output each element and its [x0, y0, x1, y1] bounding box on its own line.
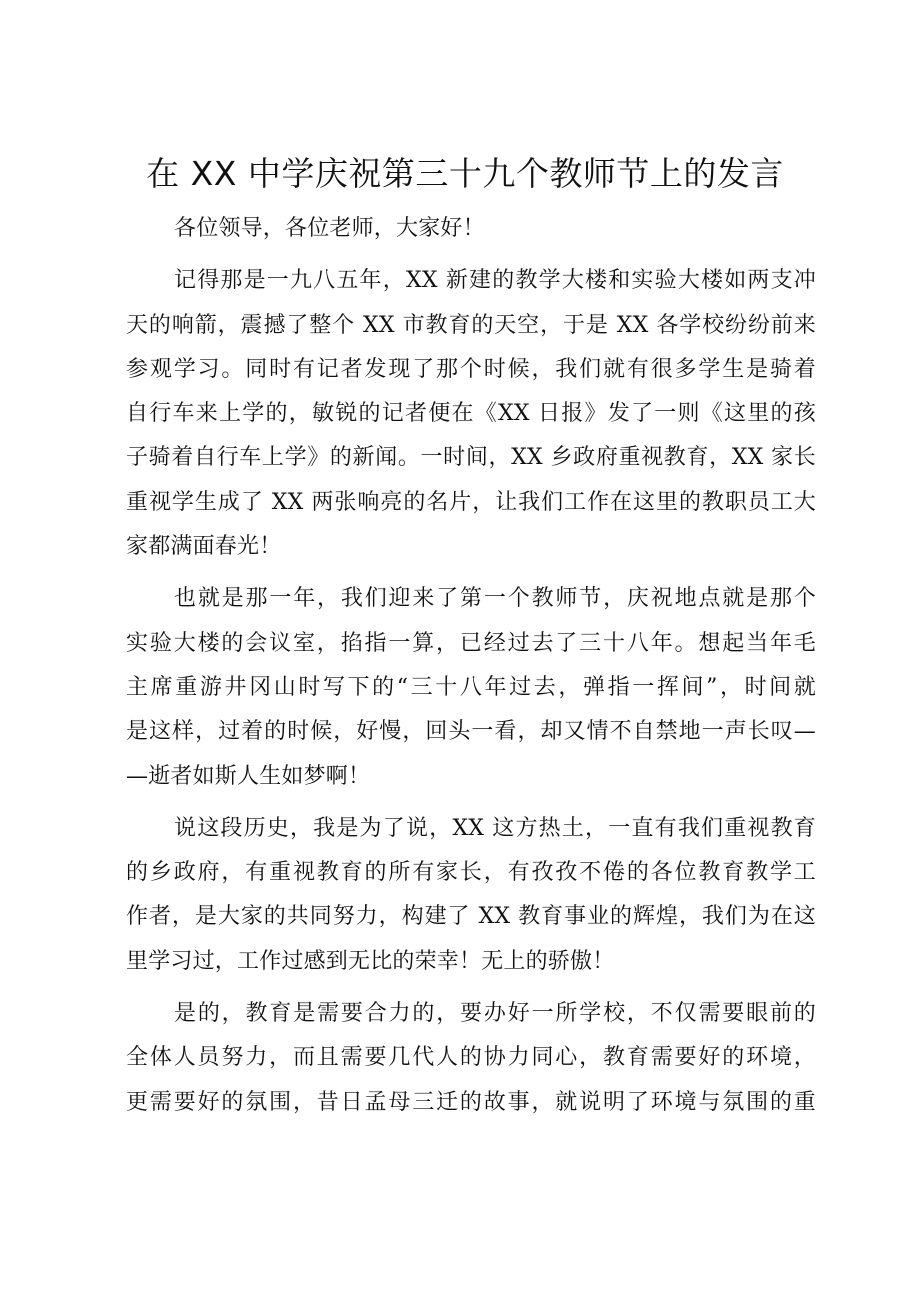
paragraph-line: 重视学生成了 XX 两张响亮的名片，让我们工作在这里的教职员工大 [126, 489, 816, 515]
paragraph-line: 自行车来上学的，敏锐的记者便在《XX 日报》发了一则《这里的孩 [126, 401, 816, 427]
paragraph [126, 807, 816, 984]
paragraph [126, 577, 816, 798]
paragraph-line: 的乡政府，有重视教育的所有家长，有孜孜不倦的各位教育教学工 [126, 860, 816, 886]
document-title: 在 XX 中学庆祝第三十九个教师节上的发言 [146, 154, 784, 193]
paragraph-line: 参观学习。同时有记者发现了那个时候，我们就有很多学生是骑着 [126, 356, 816, 382]
paragraph-line: 家都满面春光！ [126, 534, 282, 560]
paragraph-line: 主席重游井冈山时写下的“三十八年过去，弹指一挥间”，时间就 [126, 674, 816, 700]
paragraph-line: 说这段历史，我是为了说，XX 这方热土，一直有我们重视教育 [174, 815, 816, 841]
paragraph [126, 259, 816, 569]
paragraph [126, 207, 816, 251]
paragraph-line: 记得那是一九八五年，XX 新建的教学大楼和实验大楼如两支冲 [174, 268, 816, 294]
paragraph-line: 各位领导，各位老师，大家好！ [174, 216, 485, 241]
paragraph-line: 子骑着自行车上学》的新闻。一时间，XX 乡政府重视教育，XX 家长 [126, 445, 816, 471]
paragraph-line: 是这样，过着的时候，好慢，回头一看，却又情不自禁地一声长叹— [126, 719, 816, 745]
paragraph-line: 全体人员努力，而且需要几代人的协力同心，教育需要好的环境， [126, 1045, 816, 1071]
paragraph-line: —逝者如斯人生如梦啊！ [126, 763, 371, 789]
paragraph-line: 更需要好的氛围，昔日孟母三迁的故事，就说明了环境与氛围的重 [126, 1089, 816, 1115]
paragraph-line: 里学习过，工作过感到无比的荣幸！无上的骄傲！ [126, 948, 615, 974]
paragraph-line: 作者，是大家的共同努力，构建了 XX 教育事业的辉煌，我们为在这 [126, 904, 816, 930]
document-body [126, 207, 816, 1133]
paragraph-line: 天的响箭，震撼了整个 XX 市教育的天空，于是 XX 各学校纷纷前来 [126, 312, 816, 338]
paragraph-line: 也就是那一年，我们迎来了第一个教师节，庆祝地点就是那个 [174, 586, 816, 612]
paragraph-line: 实验大楼的会议室，掐指一算，已经过去了三十八年。想起当年毛 [126, 630, 816, 656]
paragraph [126, 992, 816, 1125]
paragraph-line: 是的，教育是需要合力的，要办好一所学校，不仅需要眼前的 [174, 1001, 816, 1027]
